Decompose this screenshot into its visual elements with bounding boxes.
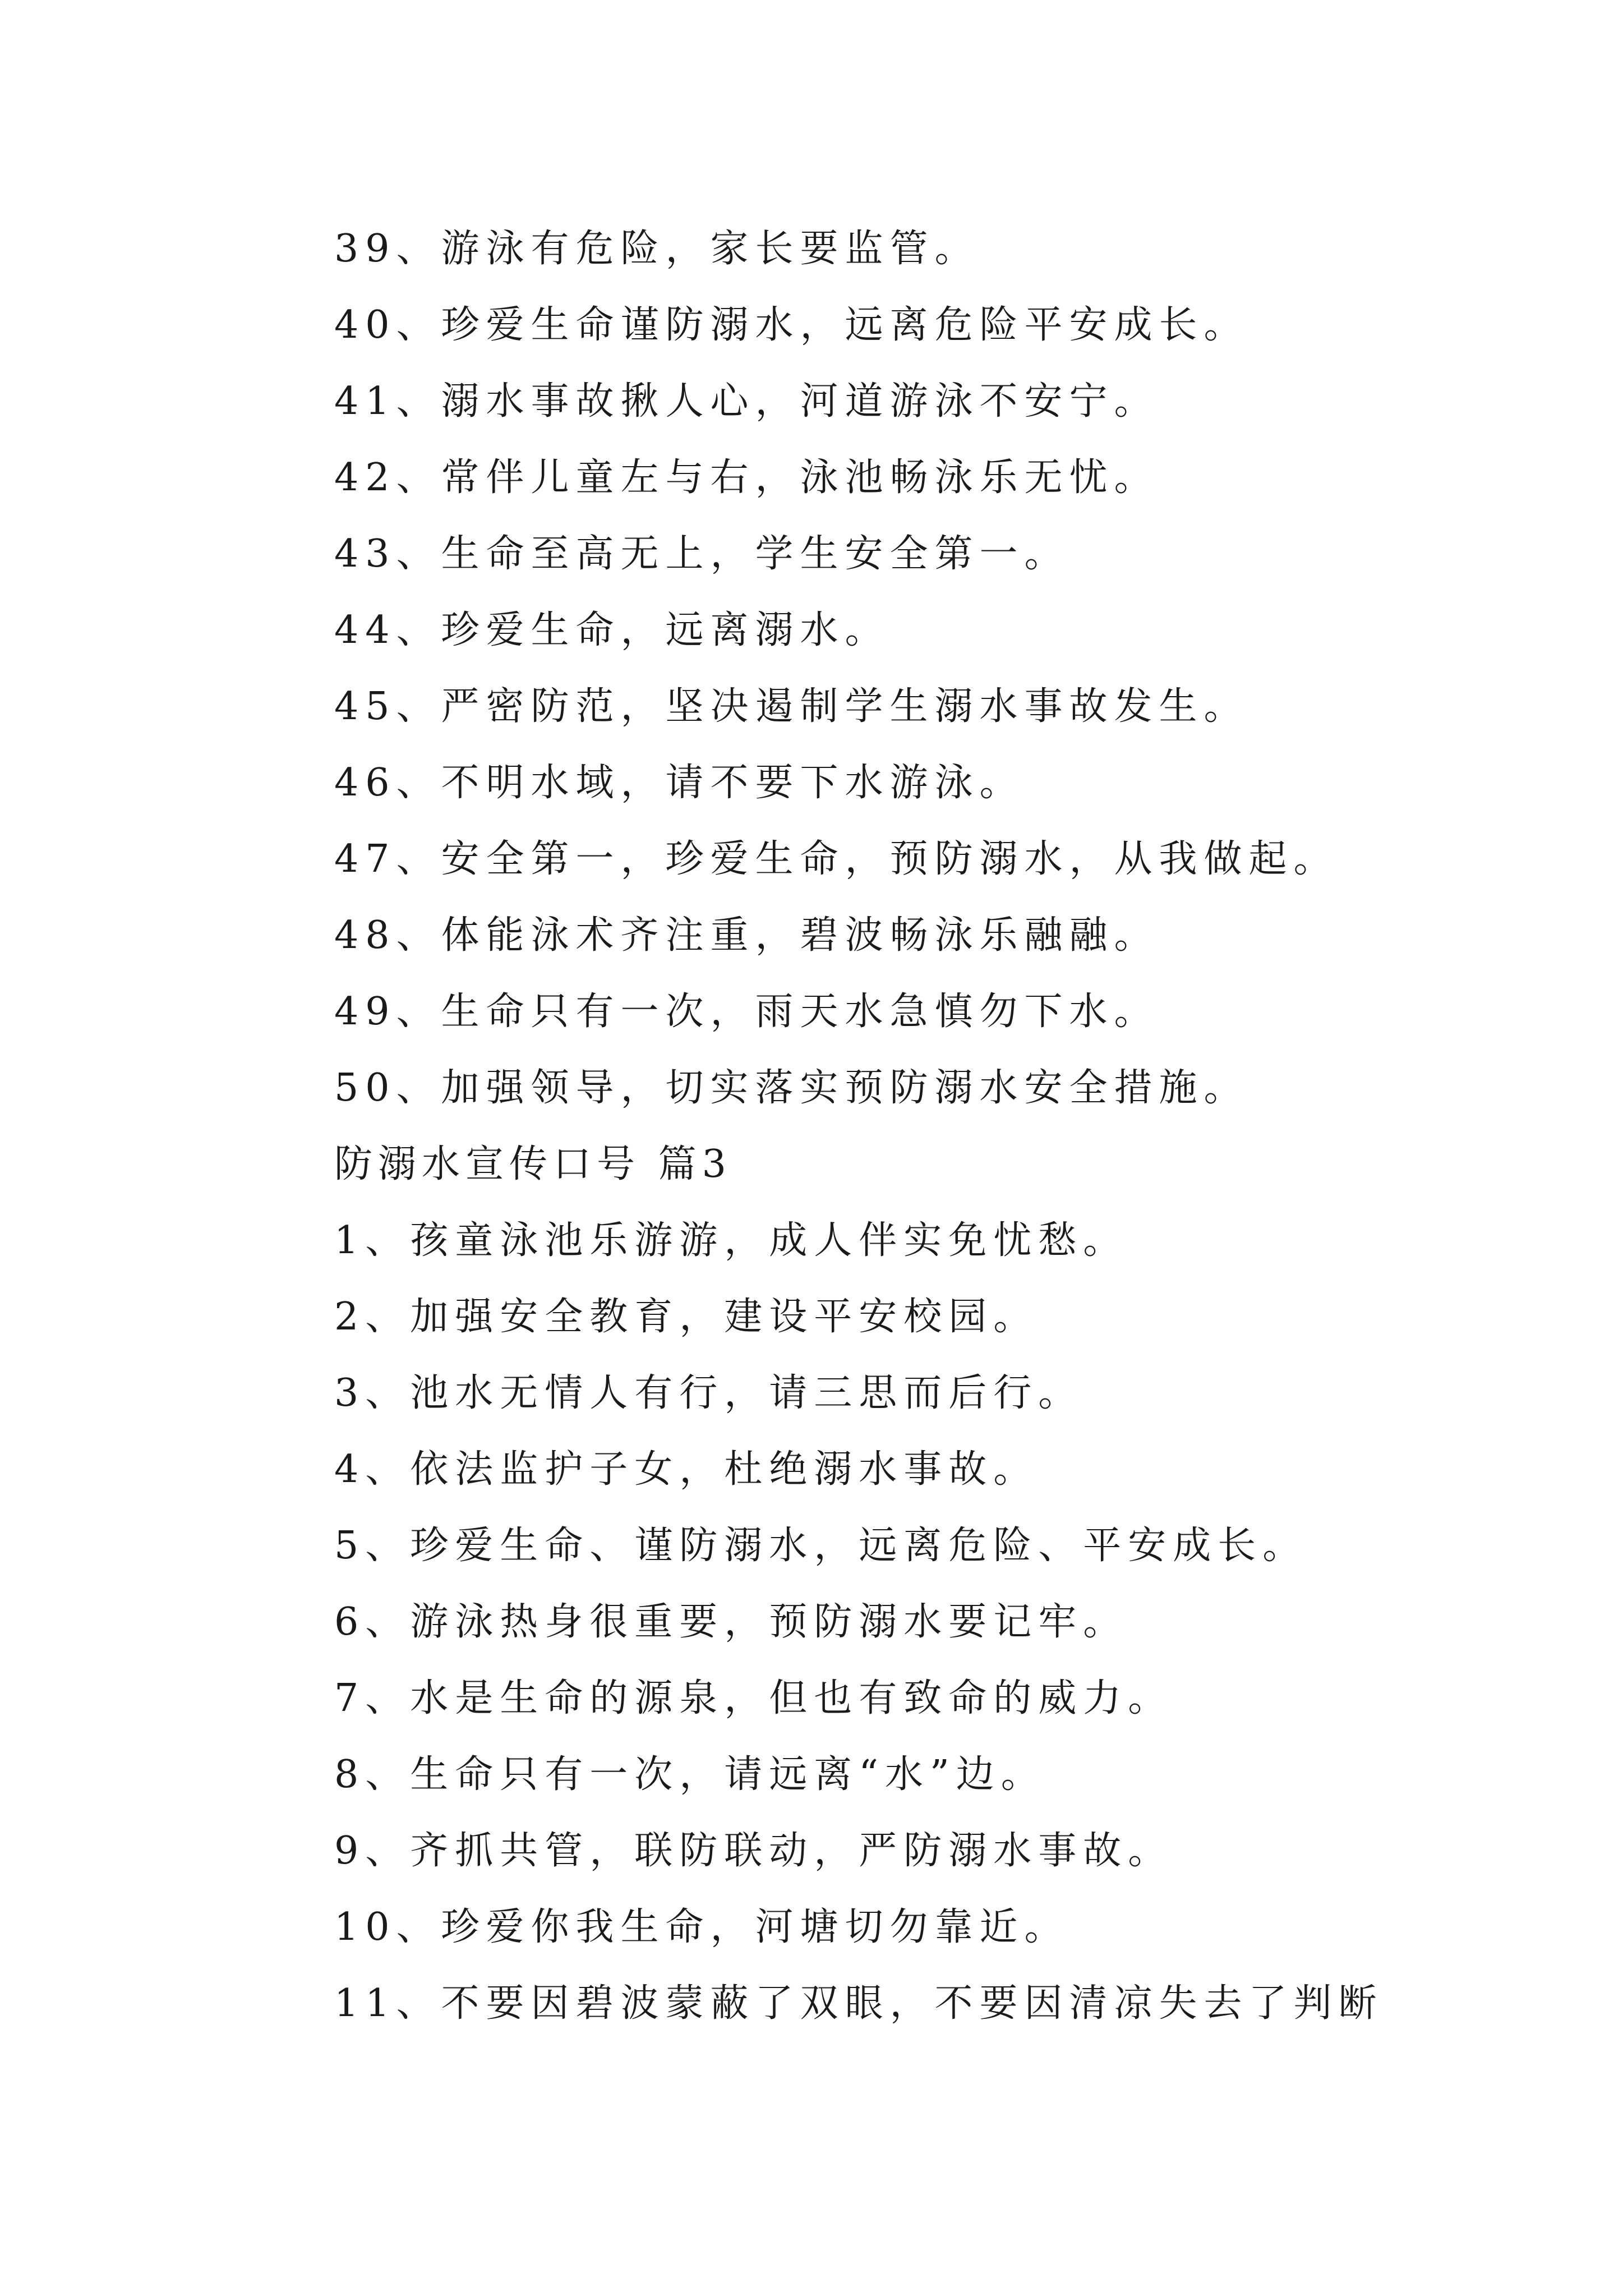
list-item: 49、生命只有一次，雨天水急慎勿下水。 [334,990,1159,1034]
list-item: 2、加强安全教育，建设平安校园。 [334,1295,1039,1339]
list-item: 45、严密防范，坚决遏制学生溺水事故发生。 [334,684,1249,729]
list-item: 43、生命至高无上，学生安全第一。 [334,532,1069,576]
list-item: 6、游泳热身很重要，预防溺水要记牢。 [334,1600,1128,1644]
document-body [334,211,1456,2042]
list-item: 1、孩童泳池乐游游，成人伴实免忧愁。 [334,1218,1128,1263]
list-item: 11、不要因碧波蒙蔽了双眼，不要因清凉失去了判断 [334,1981,1384,2026]
list-item: 46、不明水域，请不要下水游泳。 [334,761,1025,805]
list-item: 44、珍爱生命，远离溺水。 [334,608,890,652]
list-item: 10、珍爱你我生命，河塘切勿靠近。 [334,1905,1069,1949]
list-item: 48、体能泳术齐注重，碧波畅泳乐融融。 [334,913,1159,958]
list-item: 42、常伴儿童左与右，泳池畅泳乐无忧。 [334,455,1159,500]
list-item: 39、游泳有危险，家长要监管。 [334,227,980,271]
list-item: 3、池水无情人有行，请三思而后行。 [334,1371,1083,1415]
list-item: 9、齐抓共管，联防联动，严防溺水事故。 [334,1829,1173,1873]
list-item: 50、加强领导，切实落实预防溺水安全措施。 [334,1066,1249,1110]
list-item: 40、珍爱生命谨防溺水，远离危险平安成长。 [334,303,1249,347]
list-item: 4、依法监护子女，杜绝溺水事故。 [334,1447,1039,1492]
list-item: 47、安全第一，珍爱生命，预防溺水，从我做起。 [334,837,1339,881]
list-item: 41、溺水事故揪人心，河道游泳不安宁。 [334,379,1159,424]
section-heading: 防溺水宣传口号 篇3 [334,1142,732,1186]
list-item: 8、生命只有一次，请远离“水”边。 [334,1752,1046,1797]
list-item: 7、水是生命的源泉，但也有致命的威力。 [334,1676,1173,1720]
list-item: 5、珍爱生命、谨防溺水，远离危险、平安成长。 [334,1524,1308,1568]
